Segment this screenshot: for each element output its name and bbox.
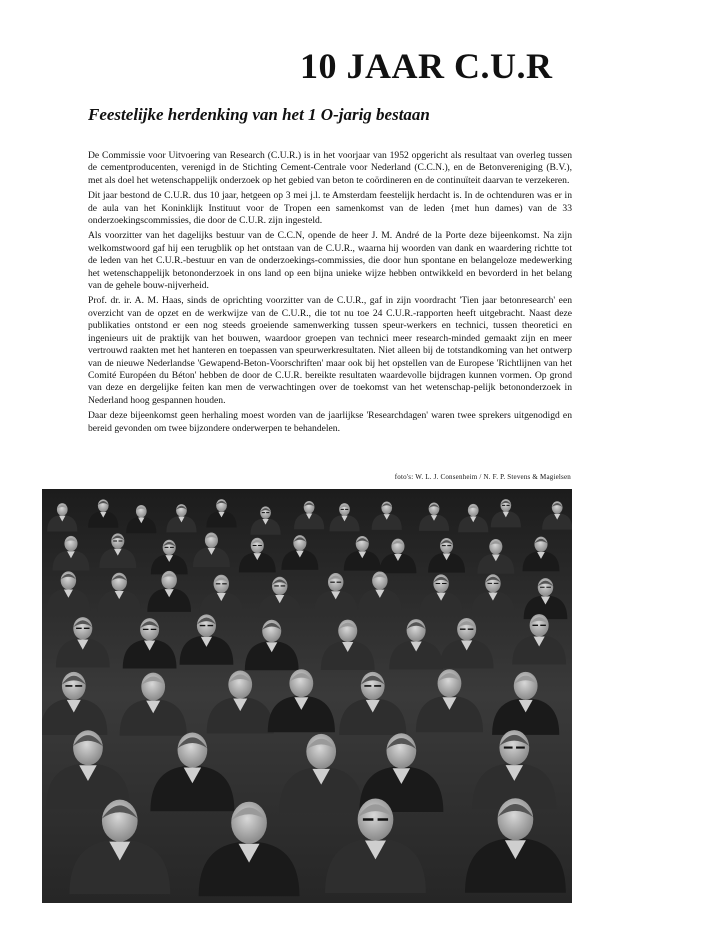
article-title: 10 JAAR C.U.R	[300, 46, 553, 86]
paragraph-5: Daar deze bijeenkomst geen herhaling moest worden van de jaarlijkse 'Researchdagen' waren twee sprekers uitgenodigd en bereid gevonden om twee bijzondere onderwerpen te behandelen.	[88, 410, 572, 434]
article-body	[88, 150, 572, 438]
article-subtitle: Feestelijke herdenking van het 1 O-jarig bestaan	[88, 105, 430, 124]
paragraph-2: Dit jaar bestond de C.U.R. dus 10 jaar, hetgeen op 3 mei j.l. te Amsterdam feestelijk herdacht is. In de ochtenduren was er in de aula van het Koninklijk Instituut voor de Tropen een samenkomst van de leden {met hun dames) van de 33 onderzoekingscommissies, die door de C.U.R. zijn ingesteld.	[88, 190, 572, 227]
audience-photo-illustration	[42, 489, 572, 903]
paragraph-1: De Commissie voor Uitvoering van Research (C.U.R.) is in het voorjaar van 1952 opgericht als resultaat van overleg tussen de cementproducenten, verenigd in de Stichting Cement-Centrale voor Nederland (C.C.N.), en de Betonvereniging (B.V.), met als doel het wetenschappelijk onderzoek op het gebied van beton te coördineren en de continuïteit daarvan te verzekeren.	[88, 150, 572, 186]
paragraph-3: Als voorzitter van het dagelijks bestuur van de C.C.N, opende de heer J. M. André de la Porte deze bijeenkomst. Na zijn welkomstwoord gaf hij een terugblik op het ontstaan van de C.U.R., waarna hij woorden van dank en waardering richtte tot de leden van het C.U.R.-bestuur en van de onderzoekings-commissies, die door hun spontane en belangeloze medewerking het wetenschappelijk betononderzoek in ons land op een bijna unieke wijze hebben ontwikkeld en bevorderd in het belang van de gehele bouw-nijverheid.	[88, 230, 572, 292]
paragraph-4: Prof. dr. ir. A. M. Haas, sinds de oprichting voorzitter van de C.U.R., gaf in zijn voordracht 'Tien jaar betonresearch' een overzicht van de opzet en de werkwijze van de C.U.R., die tot nu toe 24 C.U.R.-rapporten heeft uitgebracht. Naast deze publikaties ontstond er een nog steeds groeiende samenwerking tussen speur-werkers en technici, tussen theoretici en ingenieurs uit de praktijk van het bouwen, waardoor groepen van technici meer research-minded gemaakt zijn en meer vertrouwd raakten met het hanteren en toepassen van speurwerkresultaten. Niet alleen bij de totstandkoming van het ontwerp van de nieuwe Nederlandse 'Gewapend-Beton-Voorschriften' maar ook bij het opstellen van de Europese 'Richtlijnen van het Comité Européen du Béton' hebben de door de C.U.R. bereikte resultaten waardevolle bijdragen kunnen vormen. Op grond van deze en dergelijke feiten kan men de verwachtingen over de toekomst van het wetenschap-pelijk betononderzoek in Nederland hoog gespannen houden.	[88, 295, 572, 406]
audience-photo	[42, 489, 572, 903]
photo-credit: foto's: W. L. J. Consenheim / N. F. P. Stevens & Magielsen	[394, 473, 571, 481]
